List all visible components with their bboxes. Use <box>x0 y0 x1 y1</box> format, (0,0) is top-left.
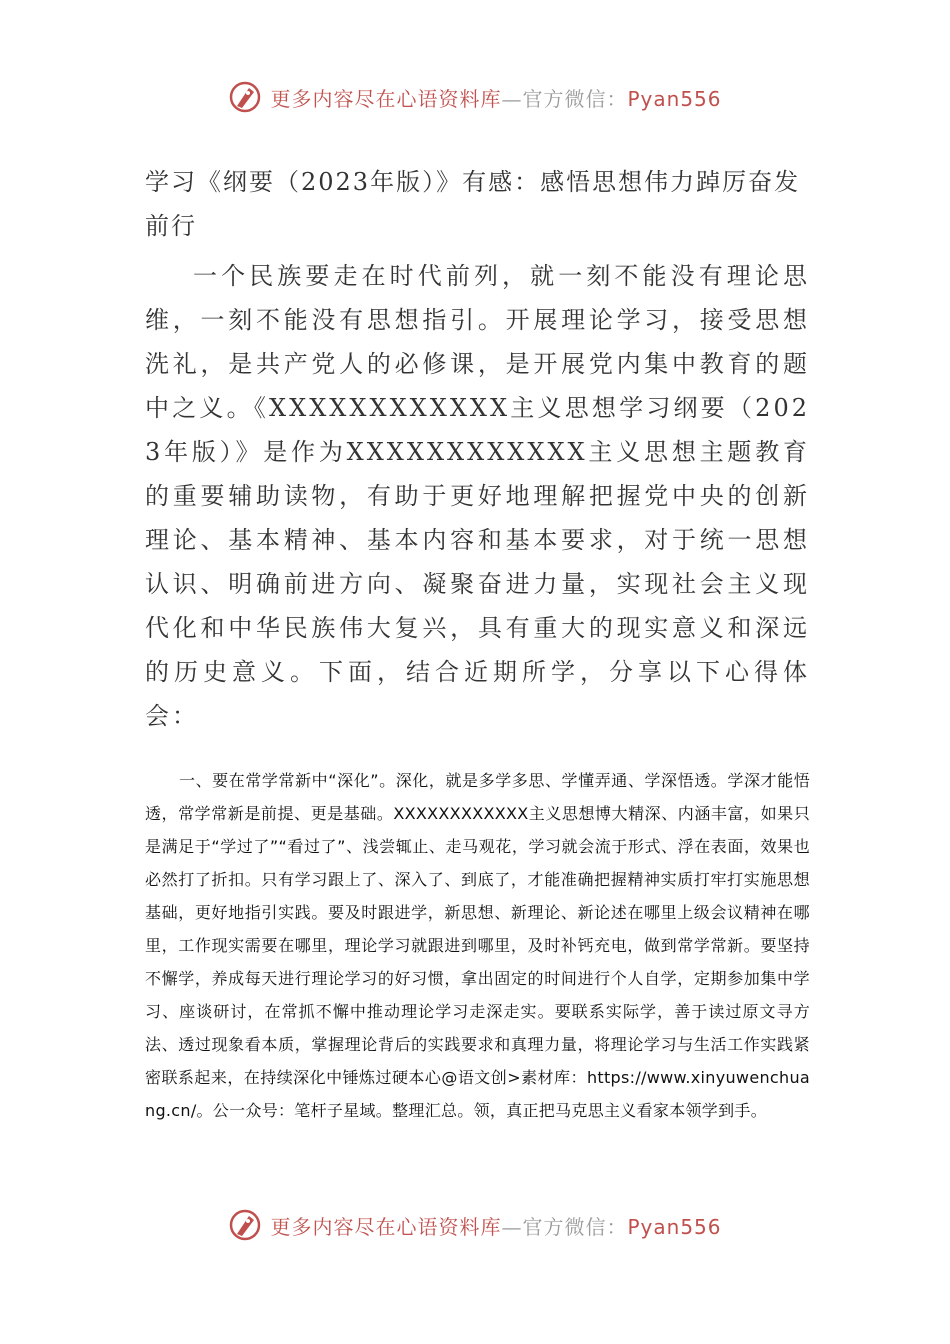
banner-prefix: 更多内容尽在心语资料库 <box>270 1214 502 1239</box>
banner-prefix: 更多内容尽在心语资料库 <box>270 86 502 111</box>
pen-nib-logo-icon <box>228 1208 262 1242</box>
banner-text <box>270 83 721 112</box>
footer-banner <box>0 1208 950 1242</box>
banner-suffix: 官方微信： <box>522 1214 628 1239</box>
banner-suffix: 官方微信： <box>522 86 628 111</box>
header-banner <box>0 80 950 114</box>
pen-nib-logo-icon <box>228 80 262 114</box>
section-paragraph-1: 一、要在常学常新中“深化”。深化，就是多学多思、学懂弄通、学深悟透。学深才能悟透，常学常新是前提、更是基础。XXXXXXXXXXXX主义思想博大精深、内涵丰富，如果只是满足于“学过了”“看过了”、浅尝辄止、走马观花，学习就会流于形式、浮在表面，效果也必然打了折扣。只有学习跟上了、深入了、到底了，才能准确把握精神实质打牢打实施思想基础，更好地指引实践。要及时跟进学，新思想、新理论、新论述在哪里上级会议精神在哪里，工作现实需要在哪里，理论学习就跟进到哪里，及时补钙充电，做到常学常新。要坚持不懈学，养成每天进行理论学习的好习惯，拿出固定的时间进行个人自学，定期参加集中学习、座谈研讨，在常抓不懈中推动理论学习走深走实。要联系实际学，善于读过原文寻方法、透过现象看本质，掌握理论背后的实践要求和真理力量，将理论学习与生活工作实践紧密联系起来，在持续深化中锤炼过硬本心@语文创>素材库：https://www.xinyuwenchuang.cn/。公一众号：笔杆子星域。整理汇总。领，真正把马克思主义看家本领学到手。 <box>145 771 810 1120</box>
banner-text <box>270 1211 721 1240</box>
banner-wechat-id: Pyan556 <box>627 1214 722 1239</box>
document-title: 学习《纲要（2023年版）》有感：感悟思想伟力踔厉奋发前行 <box>145 168 801 240</box>
banner-wechat-id: Pyan556 <box>627 86 722 111</box>
document-body <box>145 160 810 1143</box>
banner-dash: — <box>501 86 523 111</box>
banner-dash: — <box>501 1214 523 1239</box>
intro-paragraph: 一个民族要走在时代前列，就一刻不能没有理论思维，一刻不能没有思想指引。开展理论学习，接受思想洗礼，是共产党人的必修课，是开展党内集中教育的题中之义。《XXXXXXXXXXXX主义思想学习纲要（2023年版）》是作为XXXXXXXXXXXX主义思想主题教育的重要辅助读物，有助于更好地理解把握党中央的创新理论、基本精神、基本内容和基本要求，对于统一思想认识、明确前进方向、凝聚奋进力量，实现社会主义现代化和中华民族伟大复兴，具有重大的现实意义和深远的历史意义。下面，结合近期所学，分享以下心得体会： <box>145 262 810 730</box>
